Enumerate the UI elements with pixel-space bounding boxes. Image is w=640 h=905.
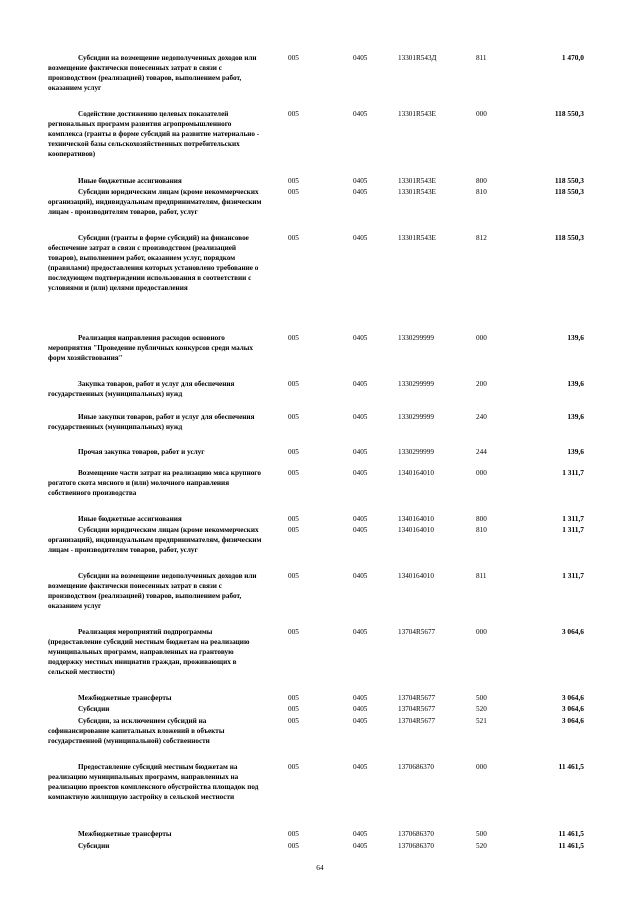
target-article-code: 1340164010: [398, 515, 434, 523]
target-article-code: 1340164010: [398, 572, 434, 580]
section-code: 0405: [353, 469, 368, 477]
ved-code: 005: [288, 469, 299, 477]
expense-type-code: 000: [476, 110, 487, 118]
section-code: 0405: [353, 188, 368, 196]
target-article-code: 1340164010: [398, 526, 434, 534]
row-name: Иные бюджетные ассигнования: [78, 177, 182, 185]
section-code: 0405: [353, 628, 368, 636]
ved-code: 005: [288, 572, 299, 580]
ved-code: 005: [288, 705, 299, 713]
row-name: Субсидии на возмещение недополученных доходов или возмещение фактически понесенных затрат в связи с производством (реализацией) товаров, выполнением работ, оказанием услуг: [48, 572, 257, 610]
row-name: Субсидии (гранты в форме субсидий) на финансовое обеспечение затрат в связи с производством (реализацией товаров), выполнением работ, оказанием услуг, порядком (правилами) предоставления которых установлено требование о последующем подтверждении использования в соответствии с условиями и (или) целями предоставления: [48, 234, 259, 292]
ved-code: 005: [288, 177, 299, 185]
section-code: 0405: [353, 177, 368, 185]
ved-code: 005: [288, 380, 299, 388]
amount: 11 461,5: [558, 829, 584, 838]
section-code: 0405: [353, 110, 368, 118]
section-code: 0405: [353, 515, 368, 523]
expense-type-code: 812: [476, 234, 487, 242]
row-name: Межбюджетные трансферты: [78, 694, 172, 702]
expense-type-code: 810: [476, 188, 487, 196]
row-name: Субсидии: [78, 842, 110, 850]
target-article-code: 1370686370: [398, 842, 434, 850]
amount: 3 064,6: [561, 627, 584, 636]
target-article-code: 1370686370: [398, 830, 434, 838]
row-name: Содействие достижению целевых показателей региональных программ развития агропромышленного комплекса (гранты в форме субсидий на развитие материально - технической базы сельскохозяйственных потребительских кооперативов): [48, 110, 260, 158]
row-name: Субсидии юридическим лицам (кроме некоммерческих организаций), индивидуальным предпринимателям, физическим лицам - производителям товаров, работ, услуг: [48, 188, 262, 216]
ved-code: 005: [288, 694, 299, 702]
section-code: 0405: [353, 234, 368, 242]
section-code: 0405: [353, 334, 368, 342]
expense-type-code: 520: [476, 705, 487, 713]
target-article-code: 13301R543Д: [398, 54, 437, 62]
expense-type-code: 500: [476, 830, 487, 838]
row-name: Возмещение части затрат на реализацию мяса крупного рогатого скота мясного и (или) молочного направления собственного производства: [48, 469, 261, 497]
expense-type-code: 000: [476, 469, 487, 477]
target-article-code: 13301R543Е: [398, 177, 436, 185]
section-code: 0405: [353, 842, 368, 850]
section-code: 0405: [353, 763, 368, 771]
ved-code: 005: [288, 842, 299, 850]
amount: 118 550,3: [554, 109, 584, 118]
section-code: 0405: [353, 705, 368, 713]
target-article-code: 1330299999: [398, 448, 434, 456]
section-code: 0405: [353, 717, 368, 725]
target-article-code: 13704R5677: [398, 694, 436, 702]
expense-type-code: 244: [476, 448, 487, 456]
amount: 118 550,3: [554, 176, 584, 185]
row-name: Реализация мероприятий подпрограммы (предоставление субсидий местным бюджетам на реализацию муниципальных программ, направленных на грантовую поддержку местных инициатив граждан, проживающих в сельской местности): [48, 628, 250, 676]
section-code: 0405: [353, 380, 368, 388]
target-article-code: 1340164010: [398, 469, 434, 477]
target-article-code: 1330299999: [398, 380, 434, 388]
row-name: Иные закупки товаров, работ и услуг для обеспечения государственных (муниципальных) нужд: [48, 413, 255, 431]
target-article-code: 13301R543Е: [398, 110, 436, 118]
section-code: 0405: [353, 448, 368, 456]
row-name: Предоставление субсидий местным бюджетам на реализацию муниципальных программ, направленных на реализацию проектов комплексного обустройства площадок под компактную жилищную застройку в сельской местности: [48, 763, 259, 801]
row-name: Закупка товаров, работ и услуг для обеспечения государственных (муниципальных) нужд: [48, 380, 235, 398]
amount: 139,6: [567, 333, 584, 342]
target-article-code: 13704R5677: [398, 717, 436, 725]
amount: 1 311,7: [562, 525, 584, 534]
page-number: 64: [316, 863, 324, 872]
expense-type-code: 000: [476, 763, 487, 771]
section-code: 0405: [353, 526, 368, 534]
amount: 3 064,6: [561, 716, 584, 725]
expense-type-code: 520: [476, 842, 487, 850]
expense-type-code: 810: [476, 526, 487, 534]
amount: 1 470,0: [561, 53, 584, 62]
row-name: Субсидии, за исключением субсидий на софинансирование капитальных вложений в объекты государственной (муниципальной) собственности: [48, 717, 225, 745]
expense-type-code: 521: [476, 717, 487, 725]
row-name: Субсидии юридическим лицам (кроме некоммерческих организаций), индивидуальным предпринимателям, физическим лицам - производителям товаров, работ, услуг: [48, 526, 262, 554]
amount: 118 550,3: [554, 233, 584, 242]
amount: 1 311,7: [562, 571, 584, 580]
target-article-code: 1370686370: [398, 763, 434, 771]
ved-code: 005: [288, 413, 299, 421]
amount: 3 064,6: [561, 693, 584, 702]
expense-type-code: 200: [476, 380, 487, 388]
ved-code: 005: [288, 763, 299, 771]
expense-type-code: 500: [476, 694, 487, 702]
row-name: Иные бюджетные ассигнования: [78, 515, 182, 523]
section-code: 0405: [353, 694, 368, 702]
amount: 118 550,3: [554, 187, 584, 196]
ved-code: 005: [288, 234, 299, 242]
expense-type-code: 811: [476, 572, 487, 580]
ved-code: 005: [288, 334, 299, 342]
target-article-code: 13301R543Е: [398, 188, 436, 196]
expense-type-code: 000: [476, 628, 487, 636]
ved-code: 005: [288, 526, 299, 534]
row-name: Субсидии на возмещение недополученных доходов или возмещение фактически понесенных затрат в связи с производством (реализацией) товаров, выполнением работ, оказанием услуг: [48, 54, 257, 92]
amount: 139,6: [567, 412, 584, 421]
section-code: 0405: [353, 413, 368, 421]
expense-type-code: 811: [476, 54, 487, 62]
amount: 1 311,7: [562, 468, 584, 477]
target-article-code: 1330299999: [398, 413, 434, 421]
amount: 3 064,6: [561, 704, 584, 713]
target-article-code: 13301R543Е: [398, 234, 436, 242]
ved-code: 005: [288, 110, 299, 118]
amount: 1 311,7: [562, 514, 584, 523]
row-name: Прочая закупка товаров, работ и услуг: [78, 448, 205, 456]
section-code: 0405: [353, 54, 368, 62]
expense-type-code: 800: [476, 515, 487, 523]
amount: 11 461,5: [558, 762, 584, 771]
ved-code: 005: [288, 515, 299, 523]
ved-code: 005: [288, 717, 299, 725]
expense-type-code: 240: [476, 413, 487, 421]
row-name: Реализация направления расходов основного мероприятия "Проведение публичных конкурсов среди малых форм хозяйствования": [48, 334, 253, 362]
amount: 139,6: [567, 447, 584, 456]
row-name: Субсидии: [78, 705, 110, 713]
target-article-code: 1330299999: [398, 334, 434, 342]
amount: 11 461,5: [558, 841, 584, 850]
ved-code: 005: [288, 448, 299, 456]
target-article-code: 13704R5677: [398, 628, 436, 636]
section-code: 0405: [353, 830, 368, 838]
expense-type-code: 800: [476, 177, 487, 185]
expense-type-code: 000: [476, 334, 487, 342]
ved-code: 005: [288, 54, 299, 62]
ved-code: 005: [288, 830, 299, 838]
amount: 139,6: [567, 379, 584, 388]
section-code: 0405: [353, 572, 368, 580]
ved-code: 005: [288, 188, 299, 196]
ved-code: 005: [288, 628, 299, 636]
target-article-code: 13704R5677: [398, 705, 436, 713]
row-name: Межбюджетные трансферты: [78, 830, 172, 838]
